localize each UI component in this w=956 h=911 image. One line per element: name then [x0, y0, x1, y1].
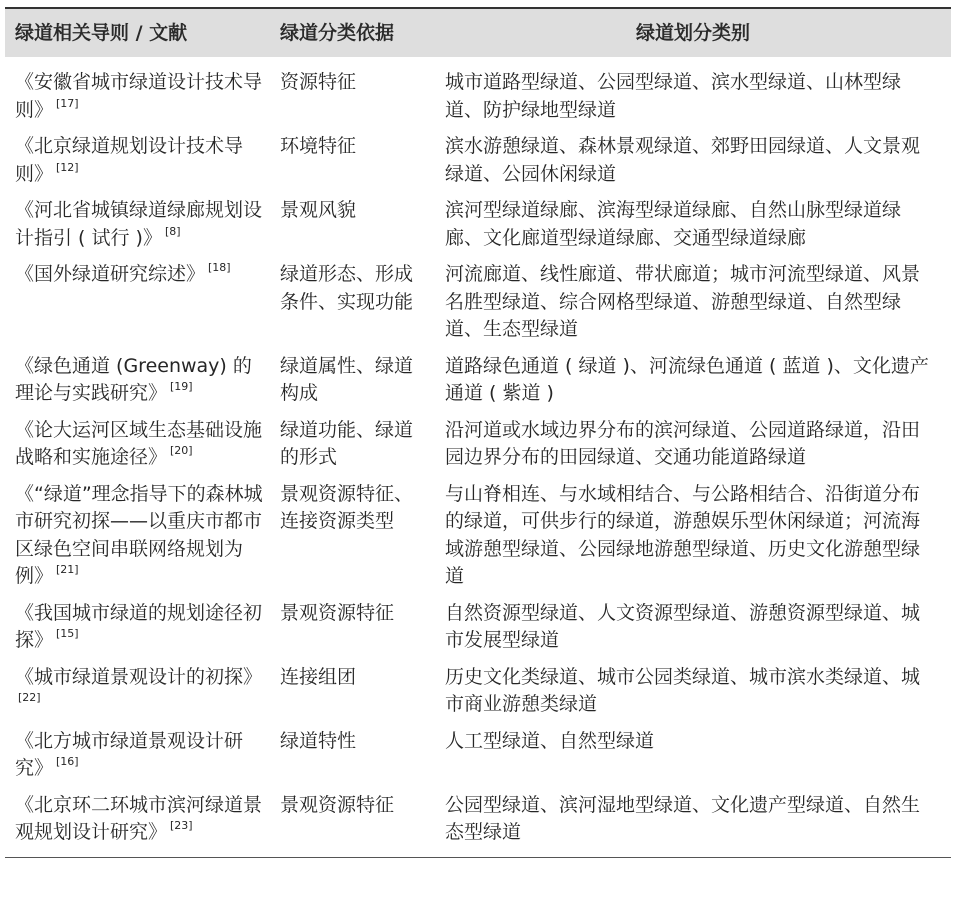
table-row [5, 788, 951, 858]
header-documents: 绿道相关导则 / 文献 [5, 8, 270, 57]
reference-number: [16] [56, 755, 79, 768]
document-title: 《“绿道”理念指导下的森林城市研究初探——以重庆市都市区绿色空间串联网络规划为例》 [15, 482, 263, 587]
table-header [5, 8, 951, 57]
classification-basis: 环境特征 [280, 135, 357, 157]
classification-basis: 绿道功能、绿道的形式 [280, 418, 414, 468]
classification-basis: 绿道属性、绿道构成 [280, 354, 414, 404]
classification-basis: 资源特征 [280, 71, 357, 93]
header-basis: 绿道分类依据 [270, 8, 435, 57]
reference-number: [18] [208, 261, 231, 274]
table-row [5, 57, 951, 129]
table-row [5, 193, 951, 257]
table-row [5, 477, 951, 596]
reference-number: [19] [170, 380, 193, 393]
reference-number: [20] [170, 444, 193, 457]
document-title: 《城市绿道景观设计的初探》 [15, 665, 263, 688]
table-row [5, 413, 951, 477]
greenway-categories: 与山脊相连、与水域相结合、与公路相结合、沿街道分布的绿道，可供步行的绿道，游憩娱乐型休闲绿道；河流海域游憩型绿道、公园绿地游憩型绿道、历史文化游憩型绿道 [445, 482, 921, 587]
greenway-categories: 公园型绿道、滨河湿地型绿道、文化遗产型绿道、自然生态型绿道 [435, 788, 951, 858]
table-row [5, 596, 951, 660]
document-title-cell [5, 193, 270, 257]
document-title-cell [5, 349, 270, 413]
document-title: 《北京绿道规划设计技术导则》 [15, 135, 244, 185]
document-title-cell [5, 413, 270, 477]
classification-basis: 连接组团 [280, 665, 357, 688]
greenway-categories: 人工型绿道、自然型绿道 [445, 729, 655, 752]
reference-number: [12] [56, 160, 79, 174]
reference-number: [17] [56, 96, 79, 110]
document-title-cell [5, 596, 270, 660]
reference-number: [22] [18, 691, 41, 704]
table-row [5, 349, 951, 413]
document-title-cell [5, 660, 270, 724]
document-title: 《河北省城镇绿道绿廊规划设计指引 ( 试行 )》 [15, 199, 263, 249]
table-body [5, 57, 951, 857]
document-title-cell [5, 477, 270, 596]
document-title: 《北方城市绿道景观设计研究》 [15, 729, 244, 779]
greenway-categories: 历史文化类绿道、城市公园类绿道、城市滨水类绿道、城市商业游憩类绿道 [445, 665, 921, 715]
greenway-categories: 道路绿色通道 ( 绿道 )、河流绿色通道 ( 蓝道 )、文化遗产通道 ( 紫道 ) [445, 354, 929, 404]
classification-basis: 景观资源特征 [280, 601, 395, 624]
document-title: 《我国城市绿道的规划途径初探》 [15, 601, 263, 651]
table-row [5, 129, 951, 193]
greenway-categories: 自然资源型绿道、人文资源型绿道、游憩资源型绿道、城市发展型绿道 [445, 601, 921, 651]
classification-basis: 绿道形态、形成条件、实现功能 [280, 263, 414, 313]
table-row [5, 724, 951, 788]
document-title: 《国外绿道研究综述》 [15, 263, 206, 285]
document-title: 《北京环二环城市滨河绿道景观规划设计研究》 [15, 793, 263, 843]
reference-number: [21] [56, 563, 79, 576]
classification-basis: 景观资源特征 [270, 788, 435, 858]
greenway-categories: 滨河型绿道绿廊、滨海型绿道绿廊、自然山脉型绿道绿廊、文化廊道型绿道绿廊、交通型绿道绿廊 [445, 199, 902, 249]
classification-basis: 景观资源特征、连接资源类型 [280, 482, 414, 532]
greenway-categories: 沿河道或水域边界分布的滨河绿道、公园道路绿道，沿田园边界分布的田园绿道、交通功能道路绿道 [445, 418, 921, 468]
header-row [5, 8, 951, 57]
document-title: 《论大运河区域生态基础设施战略和实施途径》 [15, 418, 263, 468]
reference-number: [8] [164, 224, 181, 238]
greenway-classification-table [5, 7, 951, 858]
document-title-cell [5, 57, 270, 129]
greenway-categories: 城市道路型绿道、公园型绿道、滨水型绿道、山林型绿道、防护绿地型绿道 [445, 71, 902, 121]
document-title: 《安徽省城市绿道设计技术导则》 [15, 71, 263, 121]
header-categories: 绿道划分类别 [435, 8, 951, 57]
greenway-categories: 滨水游憩绿道、森林景观绿道、郊野田园绿道、人文景观绿道、公园休闲绿道 [445, 135, 921, 185]
classification-basis: 绿道特性 [280, 729, 357, 752]
document-title-cell [5, 129, 270, 193]
greenway-categories: 河流廊道、线性廊道、带状廊道；城市河流型绿道、风景名胜型绿道、综合网格型绿道、游憩型绿道、自然型绿道、生态型绿道 [445, 263, 921, 340]
reference-number: [23] [170, 819, 193, 832]
document-title: 《绿色通道 (Greenway) 的理论与实践研究》 [15, 354, 252, 404]
table-row [5, 257, 951, 349]
table-row [5, 660, 951, 724]
reference-number: [15] [56, 627, 79, 640]
classification-basis: 景观风貌 [280, 199, 357, 221]
document-title-cell [5, 724, 270, 788]
document-title-cell [5, 788, 270, 858]
document-title-cell [5, 257, 270, 349]
